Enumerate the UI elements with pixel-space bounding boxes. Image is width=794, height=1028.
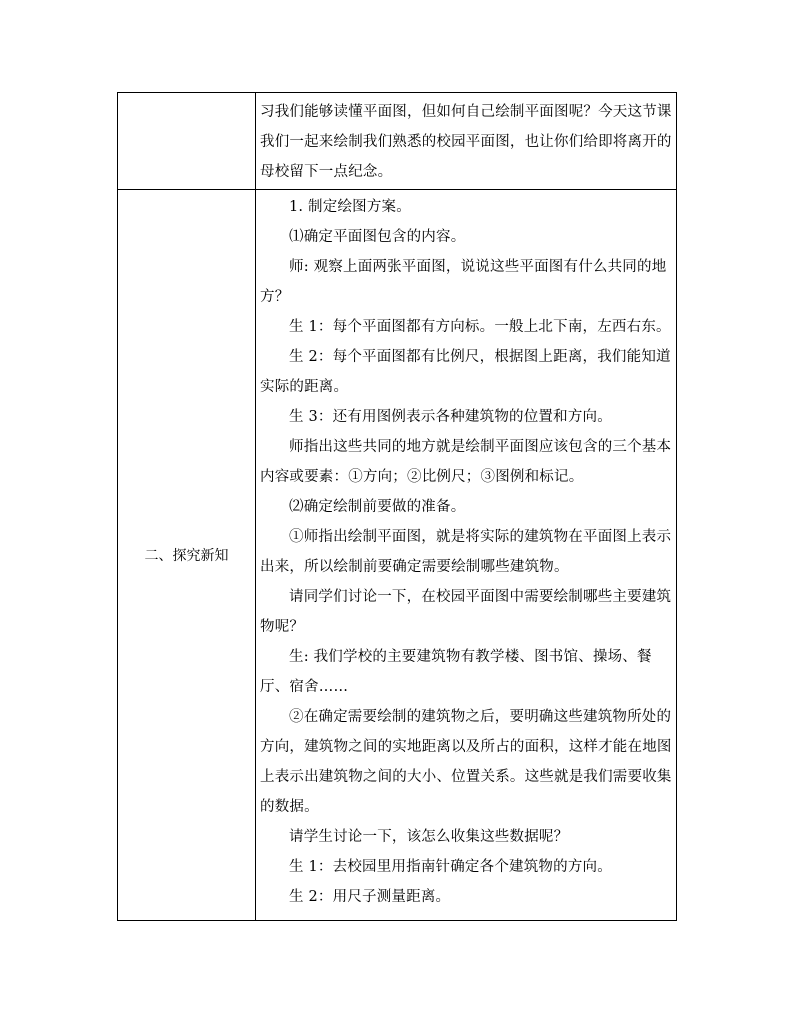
paragraph: 生 1：去校园里用指南针确定各个建筑物的方向。 xyxy=(289,859,612,875)
paragraph: 生 1：每个平面图都有方向标。一般上北下南，左西右东。 xyxy=(289,319,671,335)
paragraph: 生 2：用尺子测量距离。 xyxy=(289,889,451,905)
table-row xyxy=(118,190,677,921)
row-label-cell xyxy=(118,93,256,190)
paragraph: 生: 我们学校的主要建筑物有教学楼、图书馆、操场、餐厅、宿舍…… xyxy=(260,649,652,695)
paragraph: ①师指出绘制平面图，就是将实际的建筑物在平面图上表示出来，所以绘制前要确定需要绘制哪些建筑物。 xyxy=(260,529,672,575)
paragraph: 习我们能够读懂平面图，但如何自己绘制平面图呢？今天这节课我们一起来绘制我们熟悉的校园平面图，也让你们给即将离开的母校留下一点纪念。 xyxy=(260,104,672,180)
row-label: 二、探究新知 xyxy=(144,548,229,564)
paragraph: 请同学们讨论一下，在校园平面图中需要绘制哪些主要建筑物呢？ xyxy=(260,589,672,635)
paragraph: ⑴确定平面图包含的内容。 xyxy=(289,229,466,245)
paragraph: 师: 观察上面两张平面图，说说这些平面图有什么共同的地方？ xyxy=(260,259,667,305)
paragraph: 1. 制定绘图方案。 xyxy=(289,199,411,215)
lesson-plan-table xyxy=(117,92,677,921)
paragraph: 师指出这些共同的地方就是绘制平面图应该包含的三个基本内容或要素：①方向；②比例尺；③图例和标记。 xyxy=(260,439,672,485)
row-content-cell xyxy=(256,93,677,190)
paragraph: 生 2：每个平面图都有比例尺，根据图上距离，我们能知道实际的距离。 xyxy=(260,349,671,395)
paragraph: ⑵确定绘制前要做的准备。 xyxy=(289,499,466,515)
paragraph: 生 3：还有用图例表示各种建筑物的位置和方向。 xyxy=(289,409,612,425)
paragraph: 请学生讨论一下，该怎么收集这些数据呢？ xyxy=(289,829,569,845)
row-content-cell xyxy=(256,190,677,921)
row-label-cell xyxy=(118,190,256,921)
table-row xyxy=(118,93,677,190)
paragraph: ②在确定需要绘制的建筑物之后，要明确这些建筑物所处的方向，建筑物之间的实地距离以及所占的面积，这样才能在地图上表示出建筑物之间的大小、位置关系。这些就是我们需要收集的数据。 xyxy=(260,709,672,815)
